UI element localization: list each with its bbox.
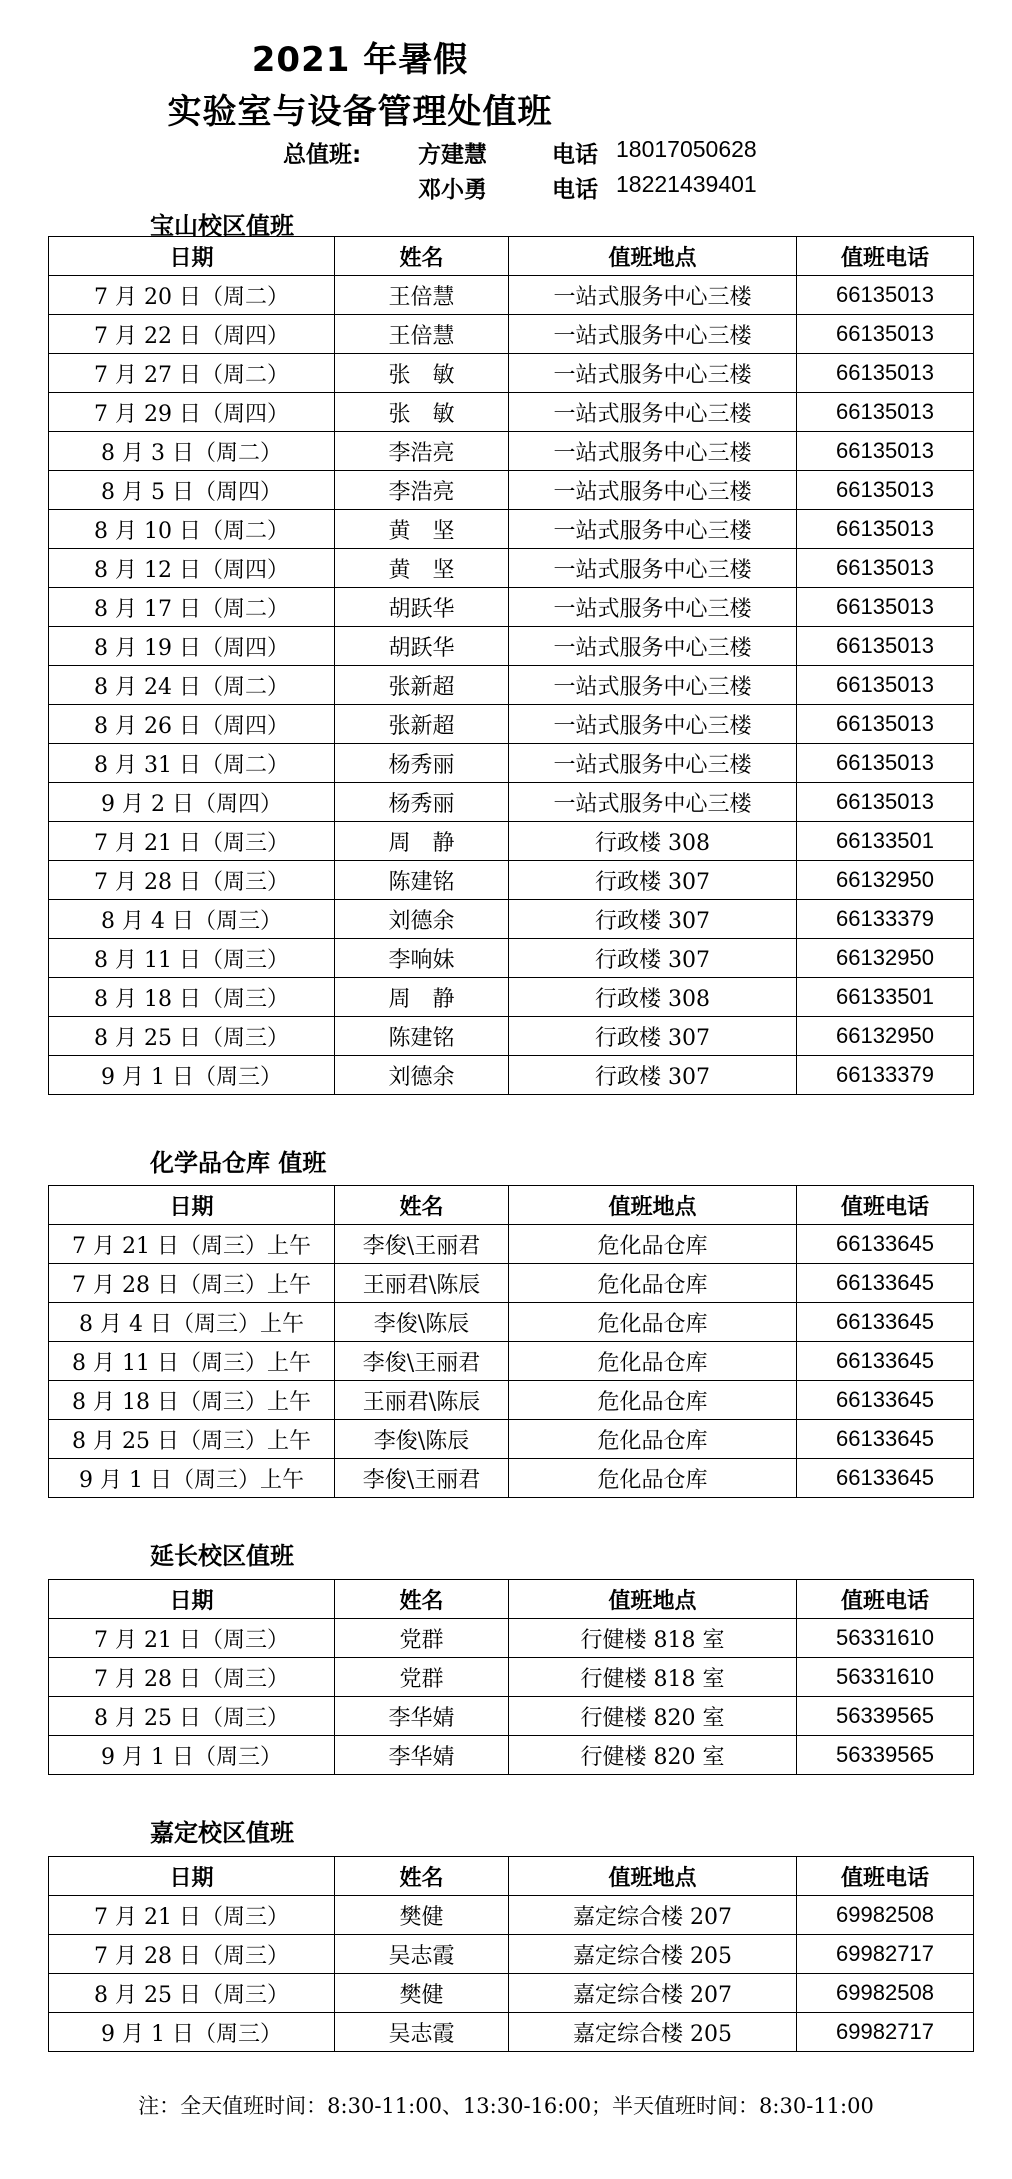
column-header-name: 姓名 — [335, 1857, 509, 1896]
cell-date: 8 月 31 日（周二） — [49, 744, 335, 783]
cell-place: 一站式服务中心三楼 — [509, 276, 797, 315]
cell-place: 一站式服务中心三楼 — [509, 705, 797, 744]
table-row — [49, 1974, 974, 2013]
cell-phone: 66132950 — [797, 939, 974, 978]
chief-duty-label: 总值班: — [283, 142, 362, 168]
cell-name: 刘德余 — [335, 900, 509, 939]
cell-name: 王丽君\陈辰 — [335, 1264, 509, 1303]
cell-place: 危化品仓库 — [509, 1303, 797, 1342]
cell-name: 张 敏 — [335, 354, 509, 393]
cell-place: 行政楼 307 — [509, 861, 797, 900]
cell-date: 7 月 21 日（周三） — [49, 1896, 335, 1935]
cell-phone: 66133645 — [797, 1225, 974, 1264]
cell-place: 行健楼 820 室 — [509, 1697, 797, 1736]
cell-name: 李响妹 — [335, 939, 509, 978]
duty-table-chem-warehouse — [48, 1185, 974, 1498]
cell-place: 一站式服务中心三楼 — [509, 588, 797, 627]
cell-name: 李浩亮 — [335, 471, 509, 510]
table-row — [49, 432, 974, 471]
cell-name: 李浩亮 — [335, 432, 509, 471]
cell-date: 7 月 21 日（周三）上午 — [49, 1225, 335, 1264]
table-row — [49, 822, 974, 861]
cell-name: 周 静 — [335, 978, 509, 1017]
cell-phone: 66135013 — [797, 627, 974, 666]
cell-phone: 66133501 — [797, 978, 974, 1017]
cell-date: 8 月 17 日（周二） — [49, 588, 335, 627]
cell-phone: 66135013 — [797, 315, 974, 354]
column-header-phone: 值班电话 — [797, 237, 974, 276]
cell-phone: 56331610 — [797, 1658, 974, 1697]
cell-phone: 66133645 — [797, 1420, 974, 1459]
cell-date: 8 月 25 日（周三） — [49, 1017, 335, 1056]
table-row — [49, 1658, 974, 1697]
cell-phone: 66135013 — [797, 510, 974, 549]
cell-name: 张新超 — [335, 705, 509, 744]
cell-name: 李俊\王丽君 — [335, 1459, 509, 1498]
column-header-place: 值班地点 — [509, 237, 797, 276]
cell-date: 8 月 18 日（周三） — [49, 978, 335, 1017]
cell-name: 吴志霞 — [335, 1935, 509, 1974]
cell-phone: 66135013 — [797, 588, 974, 627]
cell-date: 8 月 18 日（周三）上午 — [49, 1381, 335, 1420]
cell-place: 一站式服务中心三楼 — [509, 354, 797, 393]
cell-place: 行政楼 307 — [509, 1056, 797, 1095]
section-title-baoshan: 宝山校区值班 — [150, 212, 294, 240]
cell-phone: 66135013 — [797, 666, 974, 705]
cell-name: 陈建铭 — [335, 861, 509, 900]
cell-phone: 66135013 — [797, 276, 974, 315]
table-row — [49, 1017, 974, 1056]
table-row — [49, 1225, 974, 1264]
column-header-phone: 值班电话 — [797, 1186, 974, 1225]
column-header-place: 值班地点 — [509, 1186, 797, 1225]
table-row — [49, 471, 974, 510]
cell-date: 7 月 21 日（周三） — [49, 822, 335, 861]
cell-date: 9 月 1 日（周三） — [49, 2013, 335, 2052]
column-header-place: 值班地点 — [509, 1857, 797, 1896]
chief-duty-row-2 — [0, 171, 1012, 205]
duty-table-yanchang — [48, 1579, 974, 1775]
table-row — [49, 1736, 974, 1775]
cell-name: 周 静 — [335, 822, 509, 861]
cell-name: 李俊\陈辰 — [335, 1420, 509, 1459]
cell-name: 李俊\王丽君 — [335, 1225, 509, 1264]
footnote-duty-hours: 注：全天值班时间：8:30-11:00、13:30-16:00；半天值班时间：8:30-11:00 — [138, 2094, 874, 2118]
column-header-date: 日期 — [49, 1186, 335, 1225]
table-row — [49, 1619, 974, 1658]
cell-date: 8 月 5 日（周四） — [49, 471, 335, 510]
cell-place: 危化品仓库 — [509, 1342, 797, 1381]
column-header-date: 日期 — [49, 1857, 335, 1896]
cell-name: 胡跃华 — [335, 627, 509, 666]
section-title-chem-warehouse: 化学品仓库 值班 — [150, 1149, 327, 1177]
cell-phone: 69982508 — [797, 1896, 974, 1935]
cell-phone: 66135013 — [797, 744, 974, 783]
table-row — [49, 1381, 974, 1420]
table-row — [49, 705, 974, 744]
cell-name: 樊健 — [335, 1974, 509, 2013]
cell-phone: 66135013 — [797, 432, 974, 471]
cell-place: 一站式服务中心三楼 — [509, 783, 797, 822]
cell-place: 一站式服务中心三楼 — [509, 666, 797, 705]
cell-date: 8 月 11 日（周三）上午 — [49, 1342, 335, 1381]
cell-phone: 66132950 — [797, 1017, 974, 1056]
cell-name: 王丽君\陈辰 — [335, 1381, 509, 1420]
column-header-place: 值班地点 — [509, 1580, 797, 1619]
table-row — [49, 1935, 974, 1974]
cell-place: 危化品仓库 — [509, 1264, 797, 1303]
section-title-yanchang: 延长校区值班 — [150, 1542, 294, 1570]
cell-name: 吴志霞 — [335, 2013, 509, 2052]
cell-place: 一站式服务中心三楼 — [509, 432, 797, 471]
table-row — [49, 588, 974, 627]
cell-phone: 66133379 — [797, 900, 974, 939]
table-row — [49, 315, 974, 354]
cell-date: 7 月 20 日（周二） — [49, 276, 335, 315]
cell-phone: 56331610 — [797, 1619, 974, 1658]
table-row — [49, 939, 974, 978]
chief-duty-phone: 18221439401 — [616, 171, 757, 197]
cell-place: 危化品仓库 — [509, 1225, 797, 1264]
cell-place: 一站式服务中心三楼 — [509, 471, 797, 510]
cell-place: 一站式服务中心三楼 — [509, 549, 797, 588]
chief-duty-name: 邓小勇 — [418, 177, 487, 203]
cell-name: 张 敏 — [335, 393, 509, 432]
column-header-name: 姓名 — [335, 237, 509, 276]
cell-place: 行政楼 307 — [509, 900, 797, 939]
cell-place: 行政楼 307 — [509, 939, 797, 978]
table-row — [49, 2013, 974, 2052]
cell-phone: 66133645 — [797, 1264, 974, 1303]
table-row — [49, 1056, 974, 1095]
cell-name: 胡跃华 — [335, 588, 509, 627]
cell-place: 嘉定综合楼 207 — [509, 1896, 797, 1935]
cell-name: 党群 — [335, 1619, 509, 1658]
cell-phone: 56339565 — [797, 1736, 974, 1775]
table-row — [49, 354, 974, 393]
chief-duty-phone-label: 电话 — [552, 177, 598, 203]
table-row — [49, 744, 974, 783]
cell-date: 8 月 19 日（周四） — [49, 627, 335, 666]
cell-place: 一站式服务中心三楼 — [509, 393, 797, 432]
cell-phone: 66133645 — [797, 1381, 974, 1420]
cell-date: 9 月 2 日（周四） — [49, 783, 335, 822]
cell-name: 刘德余 — [335, 1056, 509, 1095]
cell-place: 一站式服务中心三楼 — [509, 510, 797, 549]
cell-place: 行政楼 308 — [509, 822, 797, 861]
cell-phone: 69982717 — [797, 2013, 974, 2052]
cell-date: 8 月 25 日（周三）上午 — [49, 1420, 335, 1459]
cell-date: 7 月 28 日（周三）上午 — [49, 1264, 335, 1303]
cell-phone: 69982717 — [797, 1935, 974, 1974]
cell-phone: 66135013 — [797, 354, 974, 393]
cell-phone: 69982508 — [797, 1974, 974, 2013]
cell-phone: 66132950 — [797, 861, 974, 900]
cell-place: 行健楼 820 室 — [509, 1736, 797, 1775]
cell-phone: 66133645 — [797, 1303, 974, 1342]
duty-table-baoshan — [48, 236, 974, 1095]
cell-name: 樊健 — [335, 1896, 509, 1935]
cell-phone: 66135013 — [797, 393, 974, 432]
cell-date: 8 月 10 日（周二） — [49, 510, 335, 549]
cell-place: 危化品仓库 — [509, 1381, 797, 1420]
cell-place: 一站式服务中心三楼 — [509, 627, 797, 666]
cell-phone: 66135013 — [797, 705, 974, 744]
cell-phone: 66133379 — [797, 1056, 974, 1095]
table-row — [49, 861, 974, 900]
table-row — [49, 1896, 974, 1935]
table-row — [49, 900, 974, 939]
cell-name: 杨秀丽 — [335, 783, 509, 822]
cell-phone: 66133501 — [797, 822, 974, 861]
table-row — [49, 1264, 974, 1303]
table-row — [49, 978, 974, 1017]
cell-name: 王倍慧 — [335, 276, 509, 315]
cell-place: 一站式服务中心三楼 — [509, 744, 797, 783]
page-title-year: 2021 年暑假 — [251, 40, 469, 80]
cell-place: 嘉定综合楼 205 — [509, 2013, 797, 2052]
column-header-phone: 值班电话 — [797, 1580, 974, 1619]
cell-date: 8 月 24 日（周二） — [49, 666, 335, 705]
cell-phone: 66135013 — [797, 549, 974, 588]
table-row — [49, 1697, 974, 1736]
cell-name: 陈建铭 — [335, 1017, 509, 1056]
table-row — [49, 1459, 974, 1498]
column-header-name: 姓名 — [335, 1186, 509, 1225]
duty-table-jiading — [48, 1856, 974, 2052]
chief-duty-phone-label: 电话 — [552, 142, 598, 168]
cell-name: 黄 坚 — [335, 549, 509, 588]
table-row — [49, 393, 974, 432]
cell-date: 8 月 25 日（周三） — [49, 1697, 335, 1736]
cell-date: 8 月 11 日（周三） — [49, 939, 335, 978]
cell-date: 7 月 28 日（周三） — [49, 1935, 335, 1974]
table-row — [49, 1420, 974, 1459]
cell-name: 李俊\王丽君 — [335, 1342, 509, 1381]
cell-date: 7 月 21 日（周三） — [49, 1619, 335, 1658]
cell-date: 7 月 29 日（周四） — [49, 393, 335, 432]
cell-phone: 66133645 — [797, 1342, 974, 1381]
column-header-name: 姓名 — [335, 1580, 509, 1619]
chief-duty-name: 方建慧 — [418, 142, 487, 168]
column-header-phone: 值班电话 — [797, 1857, 974, 1896]
cell-name: 李华婧 — [335, 1697, 509, 1736]
table-header-row — [49, 1580, 974, 1619]
table-row — [49, 783, 974, 822]
page-title: 实验室与设备管理处值班 — [167, 92, 553, 132]
table-header-row — [49, 1186, 974, 1225]
cell-name: 党群 — [335, 1658, 509, 1697]
cell-phone: 66135013 — [797, 471, 974, 510]
table-row — [49, 276, 974, 315]
cell-name: 张新超 — [335, 666, 509, 705]
cell-name: 王倍慧 — [335, 315, 509, 354]
table-header-row — [49, 1857, 974, 1896]
table-header-row — [49, 237, 974, 276]
table-row — [49, 666, 974, 705]
cell-place: 危化品仓库 — [509, 1459, 797, 1498]
cell-place: 行政楼 307 — [509, 1017, 797, 1056]
column-header-date: 日期 — [49, 1580, 335, 1619]
cell-date: 8 月 25 日（周三） — [49, 1974, 335, 2013]
cell-place: 行政楼 308 — [509, 978, 797, 1017]
chief-duty-row-1 — [0, 136, 1012, 170]
cell-date: 7 月 28 日（周三） — [49, 861, 335, 900]
cell-place: 行健楼 818 室 — [509, 1619, 797, 1658]
cell-date: 9 月 1 日（周三）上午 — [49, 1459, 335, 1498]
cell-date: 7 月 22 日（周四） — [49, 315, 335, 354]
table-row — [49, 1342, 974, 1381]
cell-date: 8 月 4 日（周三） — [49, 900, 335, 939]
table-row — [49, 627, 974, 666]
cell-date: 9 月 1 日（周三） — [49, 1056, 335, 1095]
cell-date: 7 月 27 日（周二） — [49, 354, 335, 393]
cell-place: 行健楼 818 室 — [509, 1658, 797, 1697]
cell-date: 8 月 12 日（周四） — [49, 549, 335, 588]
cell-name: 杨秀丽 — [335, 744, 509, 783]
table-row — [49, 549, 974, 588]
cell-place: 嘉定综合楼 205 — [509, 1935, 797, 1974]
chief-duty-phone: 18017050628 — [616, 136, 757, 162]
cell-phone: 66135013 — [797, 783, 974, 822]
column-header-date: 日期 — [49, 237, 335, 276]
cell-place: 嘉定综合楼 207 — [509, 1974, 797, 2013]
cell-place: 一站式服务中心三楼 — [509, 315, 797, 354]
cell-date: 9 月 1 日（周三） — [49, 1736, 335, 1775]
cell-date: 7 月 28 日（周三） — [49, 1658, 335, 1697]
cell-name: 李华婧 — [335, 1736, 509, 1775]
cell-date: 8 月 3 日（周二） — [49, 432, 335, 471]
cell-name: 李俊\陈辰 — [335, 1303, 509, 1342]
cell-place: 危化品仓库 — [509, 1420, 797, 1459]
section-title-jiading: 嘉定校区值班 — [150, 1819, 294, 1847]
cell-phone: 66133645 — [797, 1459, 974, 1498]
table-row — [49, 1303, 974, 1342]
cell-name: 黄 坚 — [335, 510, 509, 549]
cell-phone: 56339565 — [797, 1697, 974, 1736]
table-row — [49, 510, 974, 549]
cell-date: 8 月 4 日（周三）上午 — [49, 1303, 335, 1342]
cell-date: 8 月 26 日（周四） — [49, 705, 335, 744]
